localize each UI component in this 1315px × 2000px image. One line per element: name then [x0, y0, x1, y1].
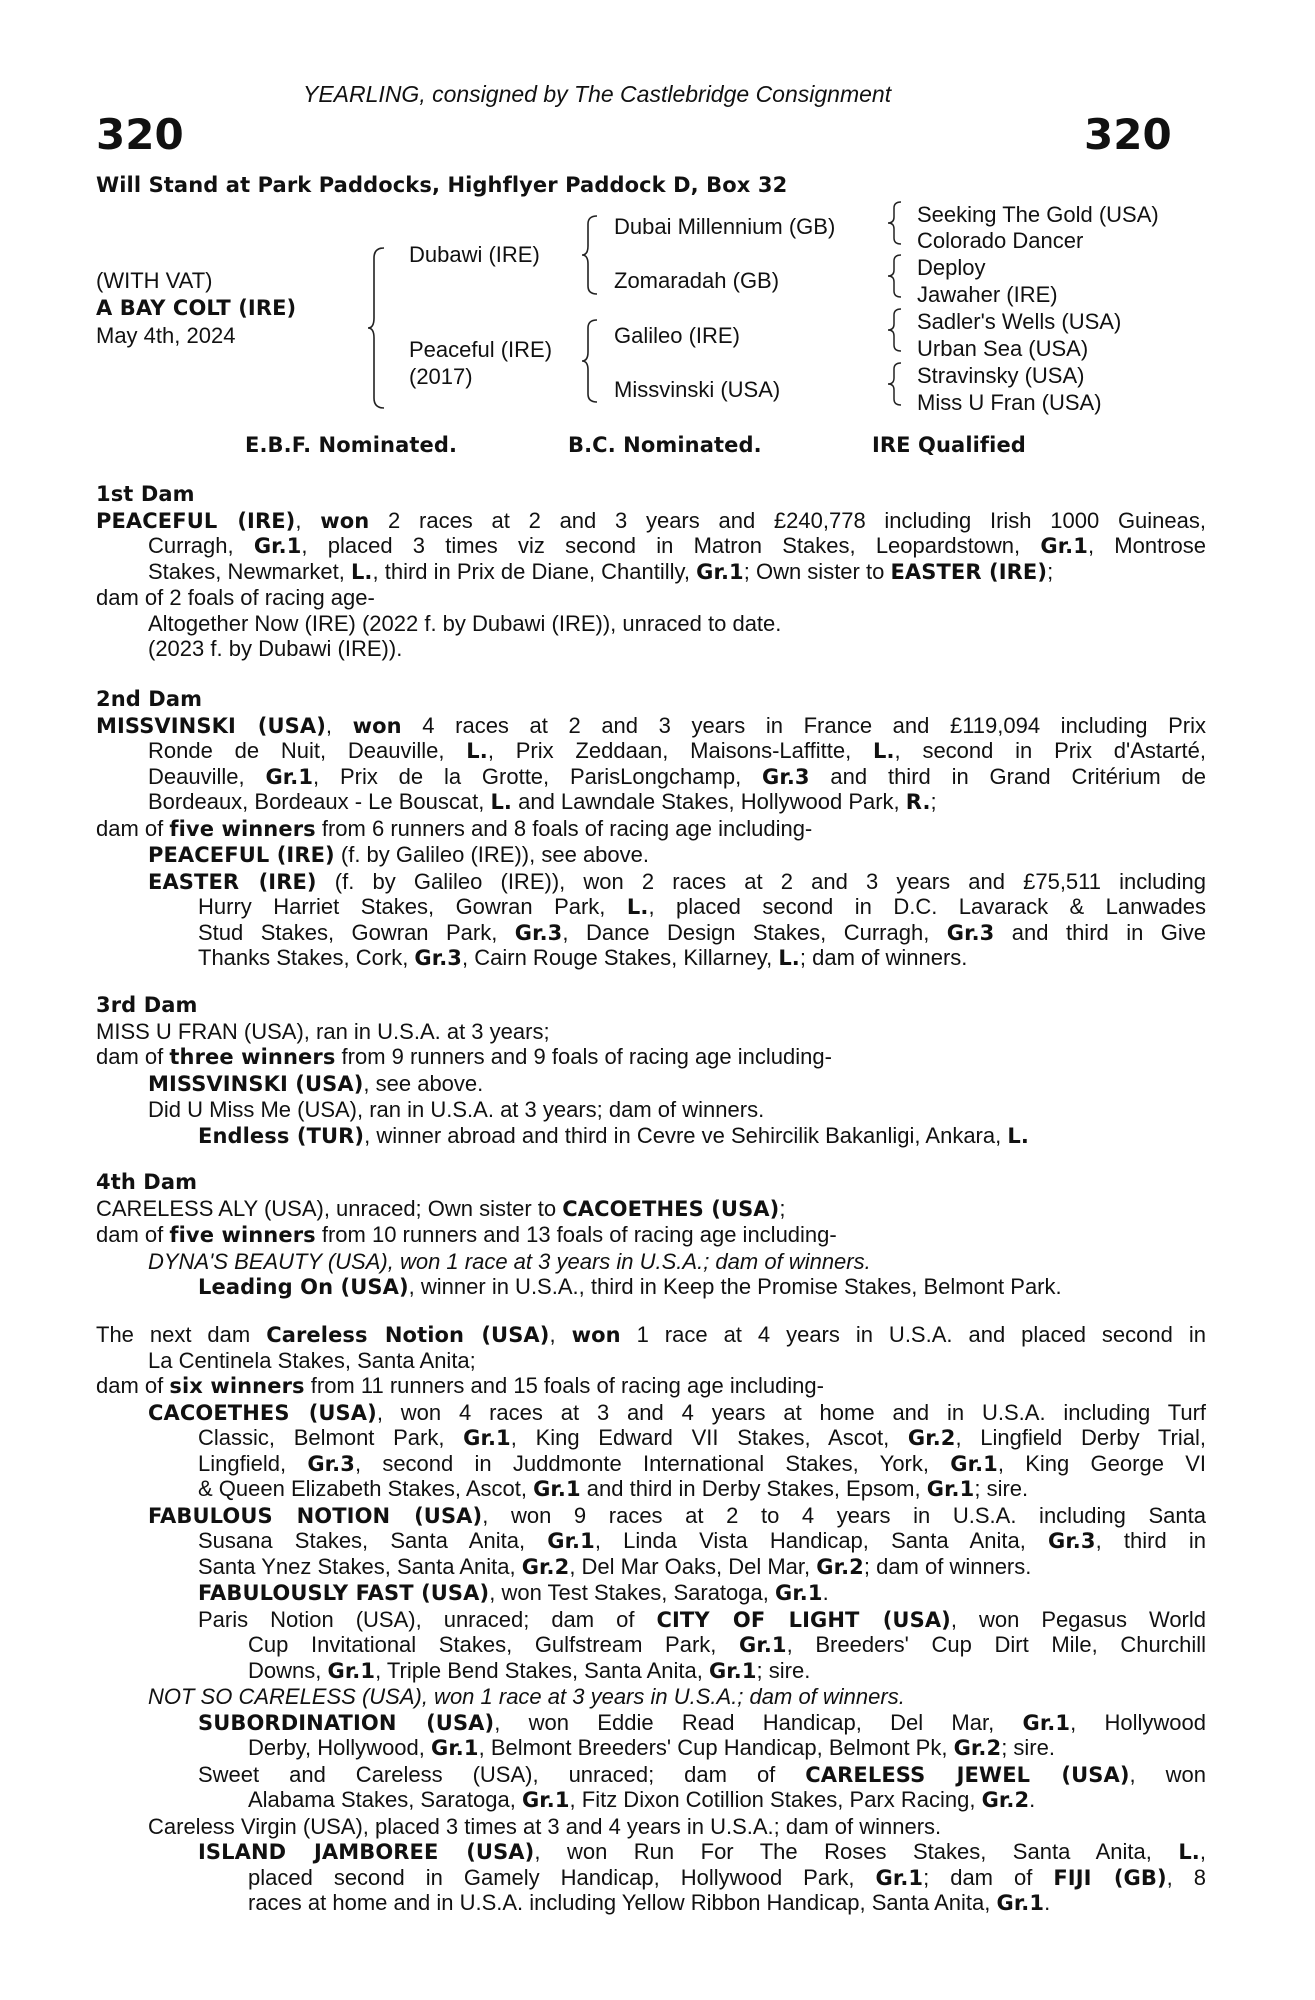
brace-dam [580, 318, 600, 404]
fourth-dam-section: 4th Dam CARELESS ALY (USA), unraced; Own sister to CACOETHES (USA); dam of five winners from 10 runners and 13 foals of racing age including- DYNA'S BEAUTY (USA), won 1 race at 3 years in U.S.A.; dam of winners. Leading On (USA), winner in U.S.A., third in Keep the Promise Stakes, Belmont Park. [96, 1170, 1206, 1301]
brace-g4-3 [886, 307, 904, 353]
gen3-1: Dubai Millennium (GB) [614, 214, 836, 239]
horse-name: A BAY COLT (IRE) [96, 296, 297, 320]
brace-sire [580, 214, 600, 296]
third-dam-heading: 3rd Dam [96, 993, 198, 1017]
gen4-1: Seeking The Gold (USA) [917, 202, 1159, 227]
vat-label: (WITH VAT) [96, 268, 213, 293]
gen4-8: Miss U Fran (USA) [917, 390, 1102, 415]
gen4-7: Stravinsky (USA) [917, 363, 1085, 388]
second-dam-name: MISSVINSKI (USA) [96, 713, 326, 738]
gen4-6: Urban Sea (USA) [917, 336, 1089, 361]
gen4-2: Colorado Dancer [917, 228, 1084, 253]
gen3-3: Galileo (IRE) [614, 323, 740, 348]
second-dam-heading: 2nd Dam [96, 687, 203, 711]
nomination-bc: B.C. Nominated. [568, 433, 762, 457]
brace-g4-1 [886, 200, 904, 246]
brace-main [366, 246, 388, 410]
nomination-ebf: E.B.F. Nominated. [245, 433, 458, 457]
dam-name: Peaceful (IRE) [409, 337, 553, 362]
gen3-2: Zomaradah (GB) [614, 268, 780, 293]
subtitle: YEARLING, consigned by The Castlebridge Consignment [303, 81, 892, 107]
first-dam-name: PEACEFUL (IRE) [96, 508, 296, 533]
gen4-5: Sadler's Wells (USA) [917, 309, 1122, 334]
third-dam-section: 3rd Dam MISS U FRAN (USA), ran in U.S.A. at 3 years; dam of three winners from 9 runners and 9 foals of racing age including- MISSVINSKI (USA), see above. Did U Miss Me (USA), ran in U.S.A. at 3 years; dam of winners. Endless (TUR), winner abroad and third in Cevre ve Sehircilik Bakanligi, Ankara, L. [96, 993, 1206, 1149]
nomination-ire: IRE Qualified [872, 433, 1026, 457]
brace-g4-4 [886, 361, 904, 407]
first-dam-heading: 1st Dam [96, 482, 195, 506]
produce-2: (2023 f. by Dubawi (IRE)). [148, 636, 403, 661]
foaled-date: May 4th, 2024 [96, 323, 236, 348]
second-dam-section: 2nd Dam MISSVINSKI (USA), won 4 races at 2 and 3 years in France and £119,094 including Prix Ronde de Nuit, Deauville, L., Prix Zeddaan, Maisons-Laffitte, L., second in Prix d'Astarté, Deauville, Gr.1, Prix de la Grotte, ParisLongchamp, Gr.3 and third in Grand Critérium de Bordeaux, Bordeaux - Le Bouscat, L. and Lawndale Stakes, Hollywood Park, R.; dam of five winners from 6 runners and 8 foals of racing age including- PEACEFUL (IRE) (f. by Galileo (IRE)), see above. EASTER (IRE) (f. by Galileo (IRE)), won 2 races at 2 and 3 years and £75,511 including Hurry Harriet Stakes, Gowran Park, L., placed second in D.C. Lavarack & Lanwades Stud Stakes, Gowran Park, Gr.3, Dance Design Stakes, Curragh, Gr.3 and third in Give Thanks Stakes, Cork, Gr.3, Cairn Rouge Stakes, Killarney, L.; dam of winners. [96, 687, 1206, 970]
next-dam-section: The next dam Careless Notion (USA), won 1 race at 4 years in U.S.A. and placed second in La Centinela Stakes, Santa Anita; dam of six winners from 11 runners and 15 foals of racing age including- CACOETHES (USA), won 4 races at 3 and 4 years at home and in U.S.A. including Turf Classic, Belmont Park, Gr.1, King Edward VII Stakes, Ascot, Gr.2, Lingfield Derby Trial, Lingfield, Gr.3, second in Juddmonte International Stakes, York, Gr.1, King George VI & Queen Elizabeth Stakes, Ascot, Gr.1 and third in Derby Stakes, Epsom, Gr.1; sire. FABULOUS NOTION (USA), won 9 races at 2 to 4 years in U.S.A. including Santa Susana Stakes, Santa Anita, Gr.1, Linda Vista Handicap, Santa Anita, Gr.3, third in Santa Ynez Stakes, Santa Anita, Gr.2, Del Mar Oaks, Del Mar, Gr.2; dam of winners. FABULOUSLY FAST (USA), won Test Stakes, Saratoga, Gr.1. Paris Notion (USA), unraced; dam of CITY OF LIGHT (USA), won Pegasus World Cup Invitational Stakes, Gulfstream Park, Gr.1, Breeders' Cup Dirt Mile, Churchill Downs, Gr.1, Triple Bend Stakes, Santa Anita, Gr.1; sire. NOT SO CARELESS (USA), won 1 race at 3 years in U.S.A.; dam of winners. SUBORDINATION (USA), won Eddie Read Handicap, Del Mar, Gr.1, Hollywood Derby, Hollywood, Gr.1, Belmont Breeders' Cup Handicap, Belmont Pk, Gr.2; sire. Sweet and Careless (USA), unraced; dam of CARELESS JEWEL (USA), won Alabama Stakes, Saratoga, Gr.1, Fitz Dixon Cotillion Stakes, Parx Racing, Gr.2. Careless Virgin (USA), placed 3 times at 3 and 4 years in U.S.A.; dam of winners. ISLAND JAMBOREE (USA), won Run For The Roses Stakes, Santa Anita, L., placed second in Gamely Handicap, Hollywood Park, Gr.1; dam of FIJI (GB), 8 races at home and in U.S.A. including Yellow Ribbon Handicap, Santa Anita, Gr.1. [96, 1322, 1206, 1915]
gen3-4: Missvinski (USA) [614, 377, 781, 402]
stand-location: Will Stand at Park Paddocks, Highflyer Paddock D, Box 32 [96, 173, 788, 197]
lot-number-right: 320 [1084, 110, 1172, 159]
brace-g4-2 [886, 253, 904, 299]
sire-name: Dubawi (IRE) [409, 242, 540, 267]
dam-year: (2017) [409, 364, 473, 389]
lot-number-left: 320 [96, 110, 184, 159]
produce-1: Altogether Now (IRE) (2022 f. by Dubawi (IRE)), unraced to date. [148, 610, 782, 636]
gen4-4: Jawaher (IRE) [917, 282, 1058, 307]
gen4-3: Deploy [917, 255, 986, 280]
fourth-dam-heading: 4th Dam [96, 1170, 198, 1194]
first-dam-section: 1st Dam PEACEFUL (IRE), won 2 races at 2 and 3 years and £240,778 including Irish 1000 Guineas, Curragh, Gr.1, placed 3 times viz second in Matron Stakes, Leopardstown, Gr.1, Montrose Stakes, Newmarket, L., third in Prix de Diane, Chantilly, Gr.1; Own sister to EASTER (IRE); dam of 2 foals of racing age- Altogether Now (IRE) (2022 f. by Dubawi (IRE)), unraced to date. (2023 f. by Dubawi (IRE)). [96, 482, 1206, 661]
